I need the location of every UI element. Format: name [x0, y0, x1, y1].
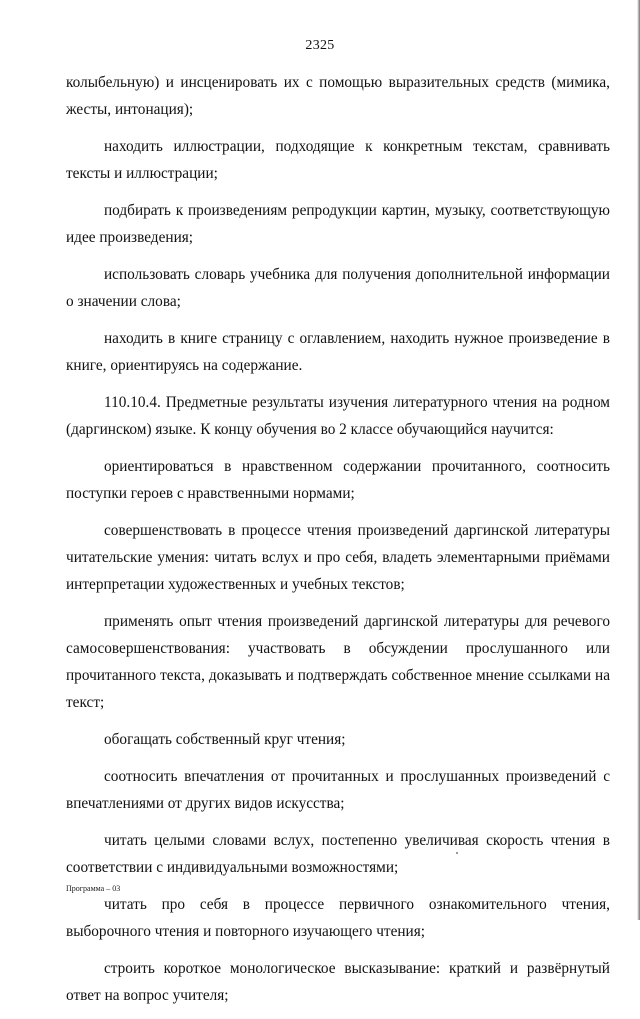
- paragraph: совершенствовать в процессе чтения произведений даргинской литературы читательские умения: читать вслух и про себя, владеть элементарными приёмами интерпретации художественных и учебных текстов;: [66, 522, 610, 593]
- body-text: [66, 69, 610, 1019]
- paragraph: применять опыт чтения произведений даргинской литературы для речевого самосовершенствования: участвовать в обсуждении прослушанного или прочитанного текста, доказывать и подтверждать собственное мнение ссылками на текст;: [66, 613, 610, 711]
- paragraph: соотносить впечатления от прочитанных и прослушанных произведений с впечатлениями от других видов искусства;: [66, 768, 610, 812]
- paragraph: колыбельную) и инсценировать их с помощью выразительных средств (мимика, жесты, интонация);: [66, 74, 610, 118]
- page-number: 2325: [305, 38, 335, 53]
- page-footer: Программа – 03: [66, 884, 121, 893]
- paragraph: находить в книге страницу с оглавлением, находить нужное произведение в книге, ориентируясь на содержание.: [66, 330, 610, 374]
- paragraph: ориентироваться в нравственном содержании прочитанного, соотносить поступки героев с нравственными нормами;: [66, 458, 610, 502]
- paragraph: обогащать собственный круг чтения;: [104, 731, 346, 748]
- paragraph: читать про себя в процессе первичного ознакомительного чтения, выборочного чтения и повторного изучающего чтения;: [66, 896, 610, 940]
- paragraph: читать целыми словами вслух, постепенно увеличивая скорость чтения в соответствии с индивидуальными возможностями;: [66, 832, 610, 876]
- paragraph: подбирать к произведениям репродукции картин, музыку, соответствующую идее произведения;: [66, 202, 610, 246]
- paragraph: использовать словарь учебника для получения дополнительной информации о значении слова;: [66, 266, 610, 310]
- paragraph: строить короткое монологическое высказывание: краткий и развёрнутый ответ на вопрос учителя;: [66, 960, 610, 1004]
- scan-speck: [456, 852, 458, 854]
- paragraph: находить иллюстрации, подходящие к конкретным текстам, сравнивать тексты и иллюстрации;: [66, 138, 610, 182]
- section-paragraph: 110.10.4. Предметные результаты изучения литературного чтения на родном (даргинском) языке. К концу обучения во 2 классе обучающийся научится:: [66, 394, 610, 438]
